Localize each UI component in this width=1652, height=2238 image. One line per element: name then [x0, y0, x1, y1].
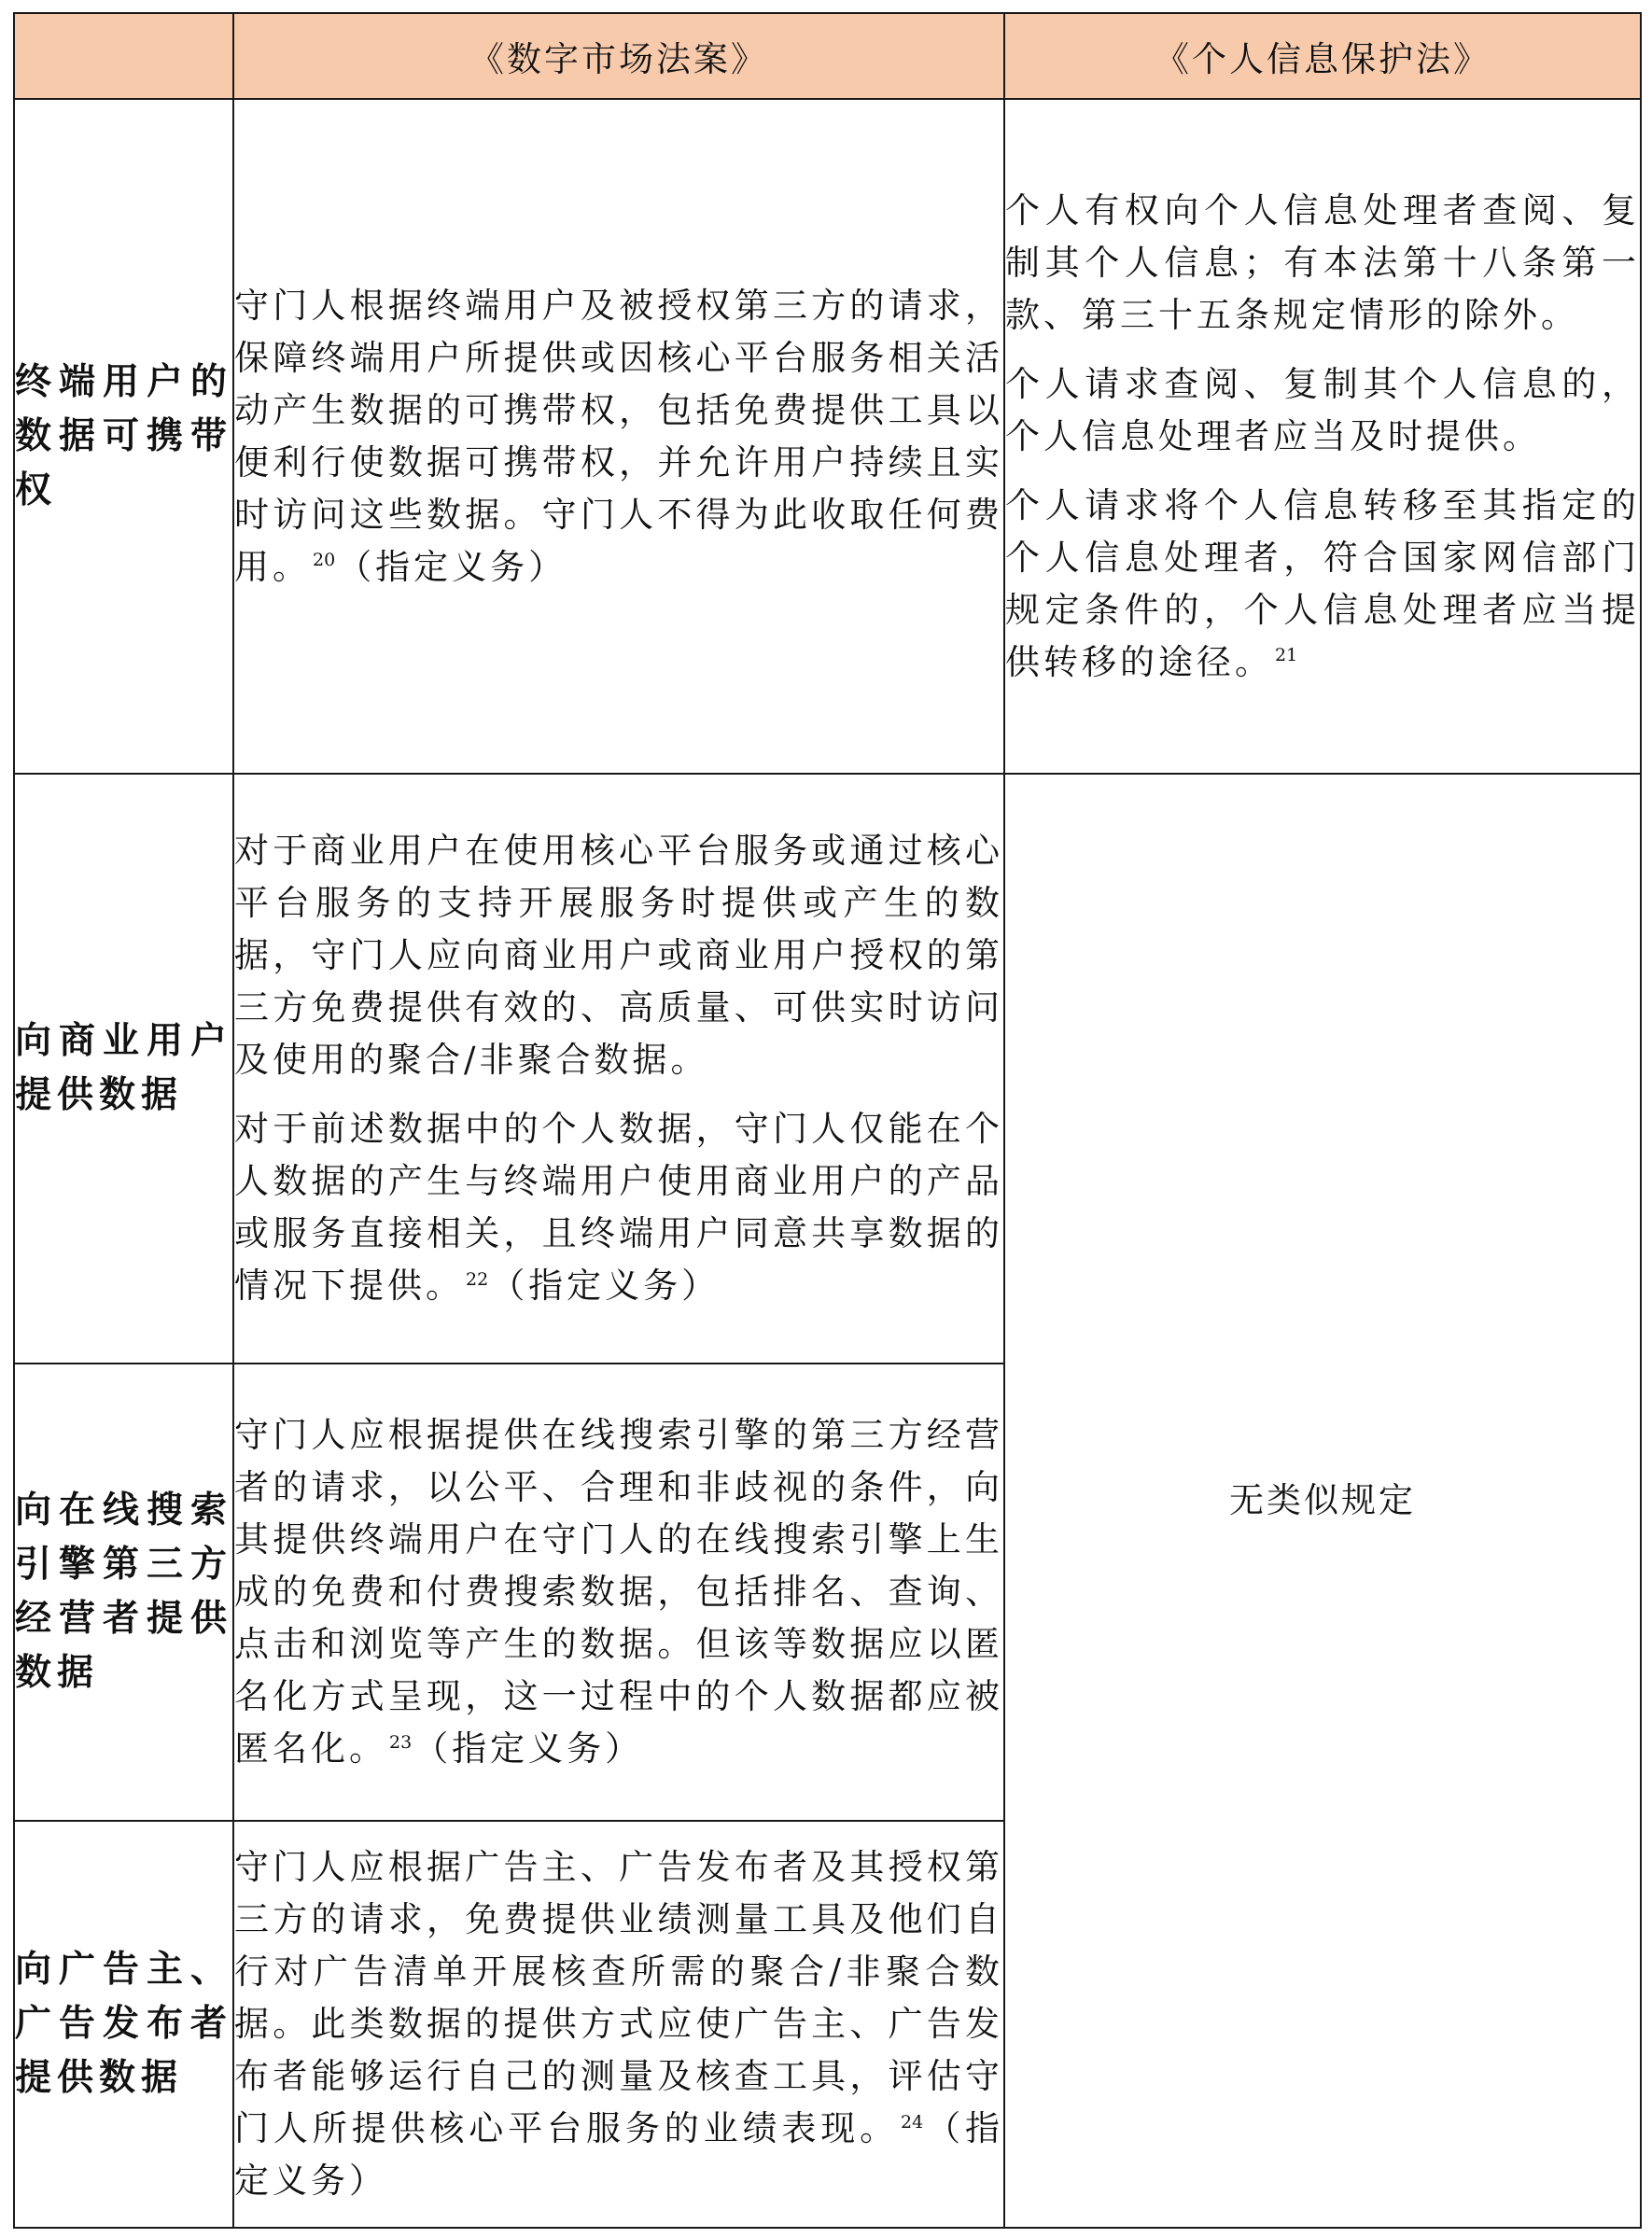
pipl-paragraph: 个人请求查阅、复制其个人信息的，个人信息处理者应当及时提供。 — [1005, 363, 1640, 456]
dma-paragraph — [234, 280, 1003, 594]
dma-paragraph: 对于商业用户在使用核心平台服务或通过核心平台服务的支持开展服务时提供或产生的数据，守门人应向商业用户或商业用户授权的第三方免费提供有效的、高质量、可供实时访问及使用的聚合/非聚合数据。 — [234, 831, 1003, 1080]
dma-cell-business-users — [233, 774, 1004, 1364]
row-title-advertisers: 向广告主、广告发布者提供数据 — [14, 1821, 233, 2228]
dma-paragraph — [234, 1841, 1003, 2207]
dma-text: 守门人应根据提供在线搜索引擎的第三方经营者的请求，以公平、合理和非歧视的条件，向其提供终端用户在守门人的在线搜索引擎上生成的免费和付费搜索数据，包括排名、查询、点击和浏览等产生的数据。但该等数据应以匿名化方式呈现，这一过程中的个人数据都应被匿名化。 — [234, 1415, 1003, 1769]
footnote-marker: 22 — [466, 1268, 489, 1290]
table-row — [14, 99, 1641, 774]
row-title-search-engines: 向在线搜索引擎第三方经营者提供数据 — [14, 1364, 233, 1821]
dma-cell-data-portability — [233, 99, 1004, 774]
dma-cell-search-engines — [233, 1364, 1004, 1821]
footnote-marker: 24 — [901, 2111, 924, 2133]
pipl-text: 个人请求将个人信息转移至其指定的个人信息处理者，符合国家网信部门规定条件的，个人信息处理者应当提供转移的途径。 — [1005, 484, 1640, 682]
comparison-table — [13, 12, 1642, 2229]
footnote-marker: 21 — [1275, 645, 1298, 666]
footnote-marker: 20 — [313, 550, 336, 571]
dma-text: 守门人根据终端用户及被授权第三方的请求，保障终端用户所提供或因核心平台服务相关活动产生数据的可携带权，包括免费提供工具以便利行使数据可携带权，并允许用户持续且实时访问这些数据。守门人不得为此收取任何费用。 — [234, 285, 1003, 587]
obligation-note: （指定义务） — [490, 1266, 721, 1306]
obligation-note: （指定义务） — [337, 546, 567, 587]
dma-paragraph — [234, 1409, 1003, 1775]
dma-cell-advertisers — [233, 1821, 1004, 2228]
header-corner-cell — [14, 13, 233, 99]
dma-text: 对于前述数据中的个人数据，守门人仅能在个人数据的产生与终端用户使用商业用户的产品或服务直接相关，且终端用户同意共享数据的情况下提供。 — [234, 1109, 1003, 1306]
footnote-marker: 23 — [389, 1731, 413, 1753]
pipl-paragraph: 个人有权向个人信息处理者查阅、复制其个人信息；有本法第十八条第一款、第三十五条规定情形的除外。 — [1005, 189, 1640, 335]
pipl-merged-cell: 无类似规定 — [1004, 774, 1641, 2228]
pipl-paragraph — [1005, 480, 1640, 689]
dma-paragraph — [234, 1103, 1003, 1312]
dma-text: 守门人应根据广告主、广告发布者及其授权第三方的请求，免费提供业绩测量工具及他们自行对广告清单开展核查所需的聚合/非聚合数据。此类数据的提供方式应使广告主、广告发布者能够运行自己的测量及核查工具，评估守门人所提供核心平台服务的业绩表现。 — [234, 1847, 1003, 2148]
obligation-note: （指定义务） — [413, 1728, 644, 1769]
pipl-cell-data-portability — [1004, 99, 1641, 774]
row-title-data-portability: 终端用户的数据可携带权 — [14, 99, 233, 774]
table-row — [14, 774, 1641, 1364]
obligation-note: （指定义务） — [234, 2108, 1004, 2201]
header-dma: 《数字市场法案》 — [233, 13, 1004, 99]
row-title-business-users: 向商业用户提供数据 — [14, 774, 233, 1364]
header-pipl: 《个人信息保护法》 — [1004, 13, 1641, 99]
table-header-row — [14, 13, 1641, 99]
